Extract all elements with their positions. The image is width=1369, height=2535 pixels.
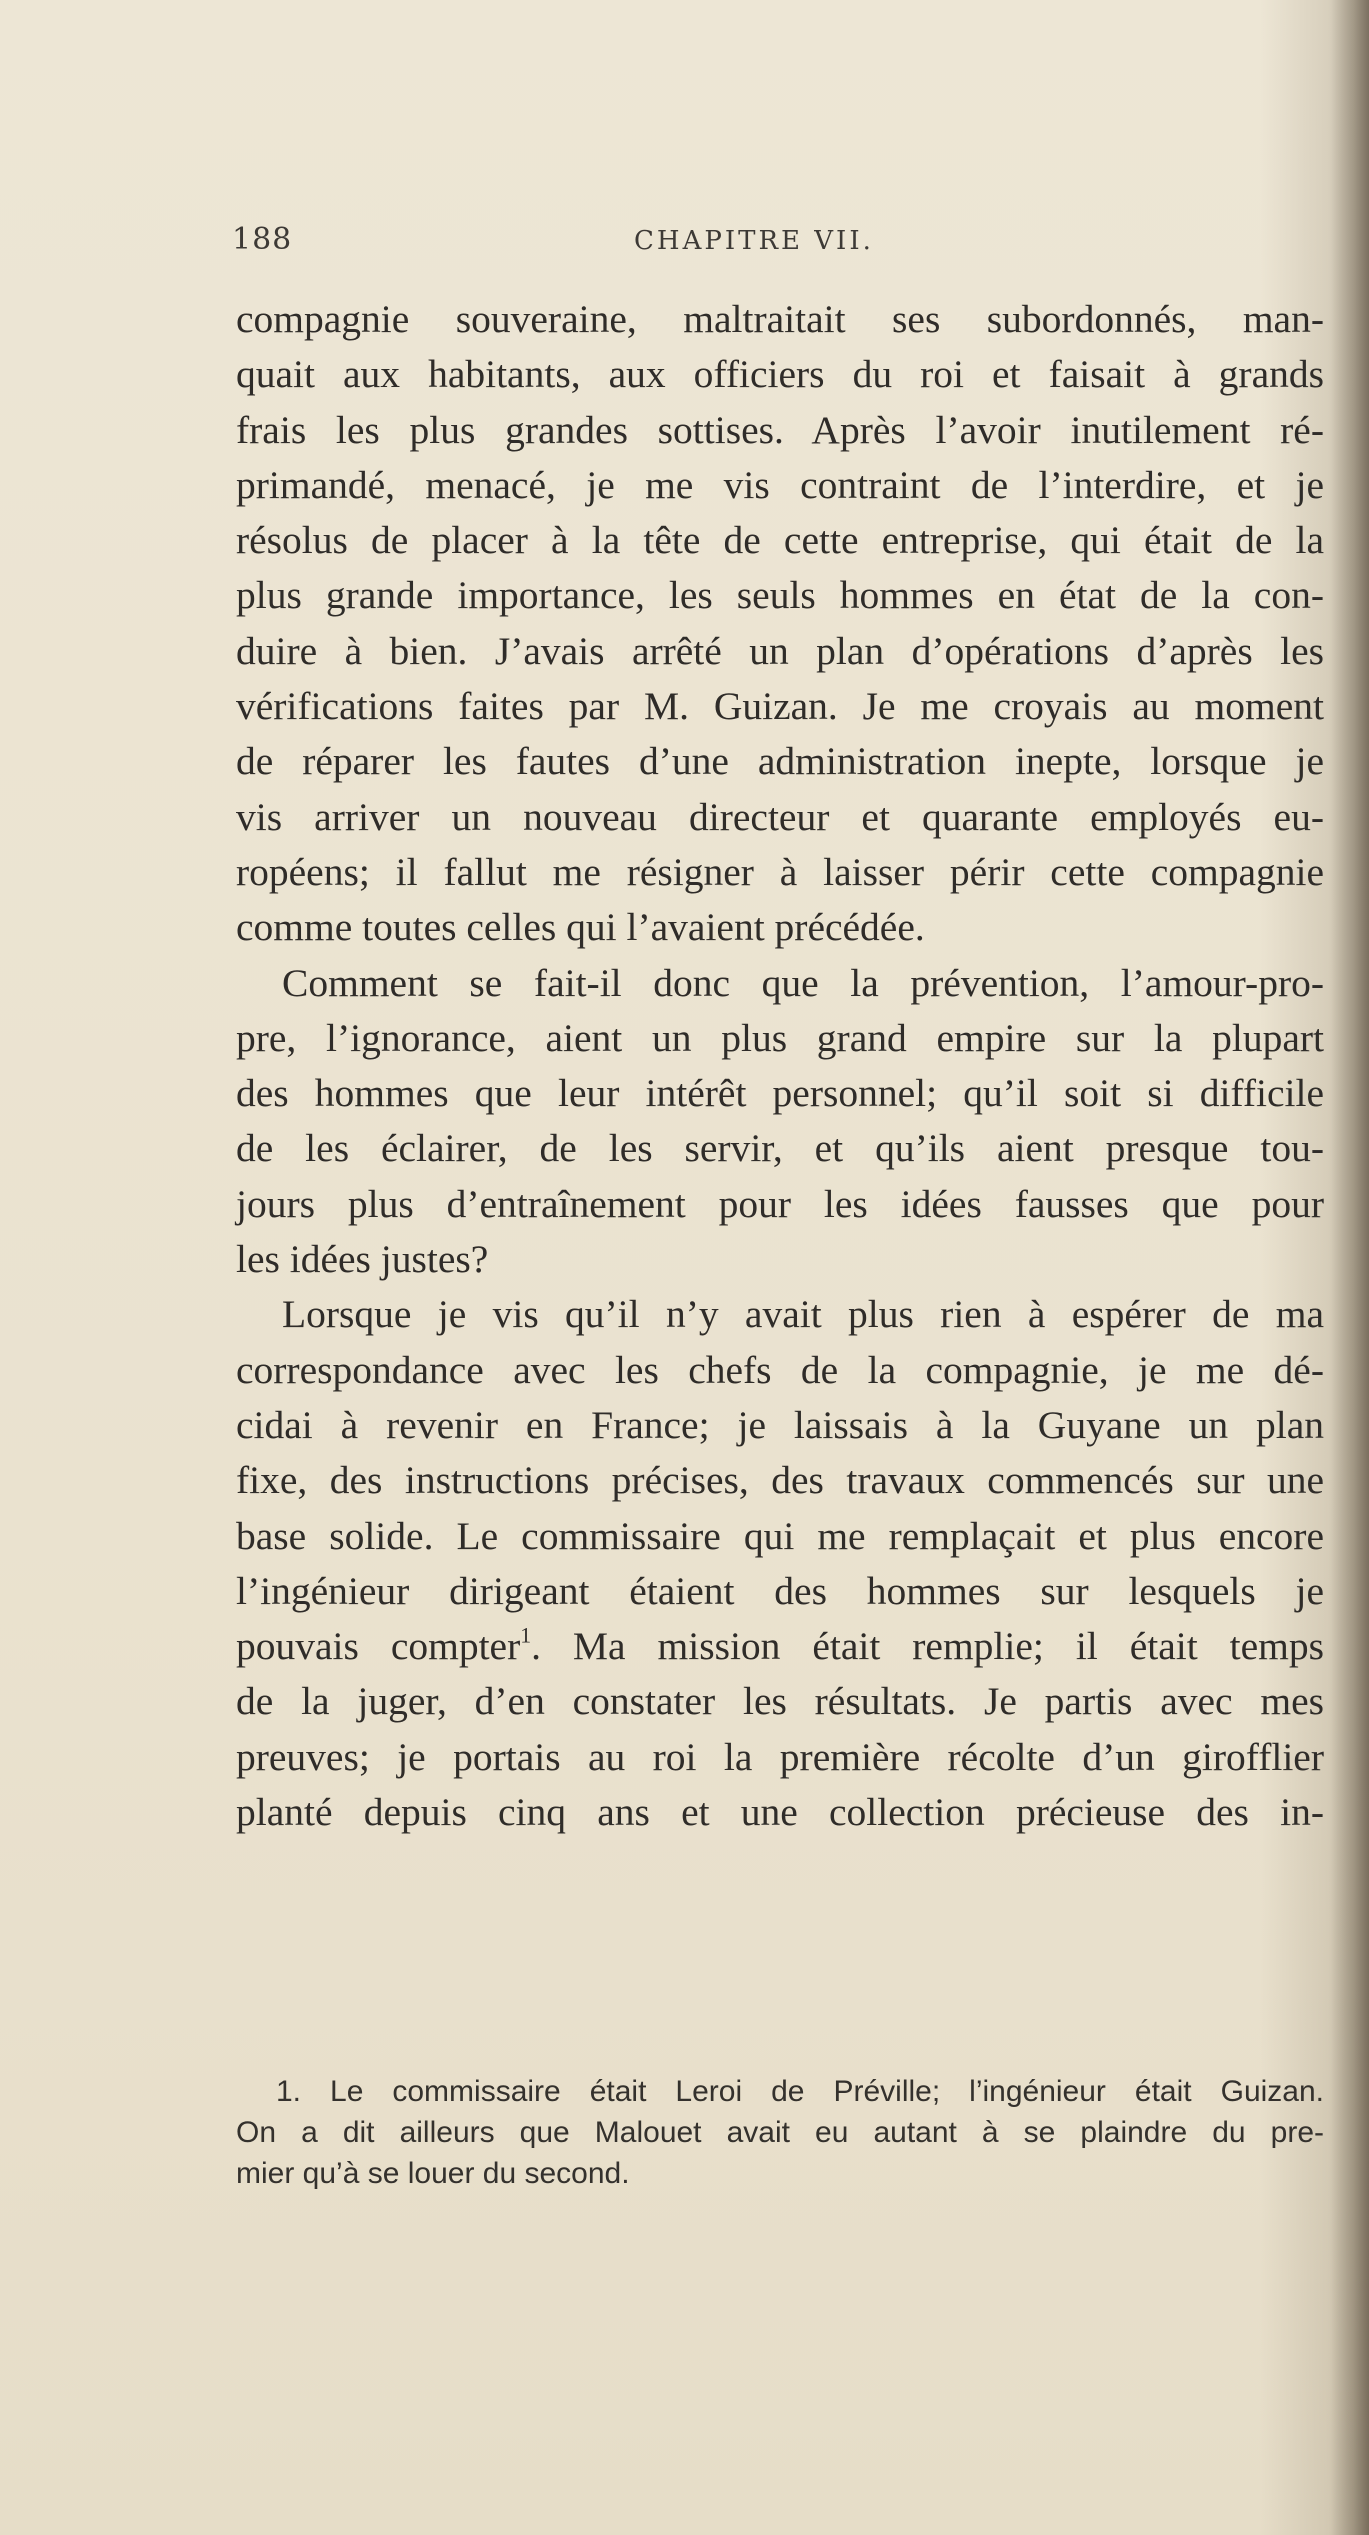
text-line: frais les plus grandes sottises. Après l’avoir inutilement ré- (236, 407, 1324, 452)
footnote-line: On a dit ailleurs que Malouet avait eu autant à se plaindre du pre- (236, 2116, 1324, 2149)
footnote-line: mier qu’à se louer du second. (236, 2157, 630, 2190)
text-line: vis arriver un nouveau directeur et quarante employés eu- (236, 794, 1324, 839)
text-segment: . Ma mission était remplie; il était temps (531, 1624, 1324, 1669)
text-line: compagnie souveraine, maltraitait ses subordonnés, man- (236, 297, 1324, 341)
text-line: plus grande importance, les seuls hommes en état de la con- (236, 573, 1324, 618)
text-line: les idées justes? (236, 1237, 489, 1282)
text-line: correspondance avec les chefs de la compagnie, je me dé- (236, 1347, 1324, 1392)
page-edge-shadow (1331, 0, 1369, 2535)
text-line: ropéens; il fallut me résigner à laisser périr cette compagnie (236, 849, 1324, 894)
page-header (232, 222, 1322, 262)
text-line: quait aux habitants, aux officiers du roi et faisait à grands (236, 352, 1324, 397)
text-line: vérifications faites par M. Guizan. Je me croyais au moment (236, 684, 1324, 729)
running-head: CHAPITRE VII. (634, 226, 874, 256)
footnote-line: 1. Le commissaire était Leroi de Préville; l’ingénieur était Guizan. (276, 2075, 1324, 2108)
text-segment: pouvais compter (236, 1624, 521, 1669)
text-line: résolus de placer à la tête de cette entreprise, qui était de la (236, 518, 1324, 563)
text-line: Comment se fait-il donc que la prévention, l’amour-pro- (282, 960, 1324, 1005)
footnote (236, 2071, 1324, 2194)
text-line: planté depuis cinq ans et une collection précieuse des in- (236, 1790, 1324, 1835)
text-line: de la juger, d’en constater les résultats. Je partis avec mes (236, 1679, 1324, 1724)
text-line: pre, l’ignorance, aient un plus grand empire sur la plupart (236, 1015, 1324, 1060)
text-line: Lorsque je vis qu’il n’y avait plus rien à espérer de ma (282, 1292, 1324, 1337)
text-line: l’ingénieur dirigeant étaient des hommes sur lesquels je (236, 1568, 1324, 1613)
body-text (236, 292, 1324, 1840)
footnote-reference: 1 (520, 1623, 532, 1648)
text-line: fixe, des instructions précises, des travaux commencés sur une (236, 1458, 1324, 1503)
text-line-with-footnote-ref (236, 1619, 1324, 1674)
text-line: de réparer les fautes d’une administration inepte, lorsque je (236, 739, 1324, 784)
text-line: jours plus d’entraînement pour les idées fausses que pour (236, 1181, 1324, 1226)
text-line: comme toutes celles qui l’avaient précédée. (236, 905, 925, 950)
text-line: preuves; je portais au roi la première récolte d’un girofflier (236, 1734, 1324, 1779)
text-line: base solide. Le commissaire qui me remplaçait et plus encore (236, 1513, 1324, 1558)
text-line: cidai à revenir en France; je laissais à la Guyane un plan (236, 1402, 1324, 1447)
page-number: 188 (232, 222, 293, 257)
text-line: primandé, menacé, je me vis contraint de l’interdire, et je (236, 462, 1324, 507)
text-line: des hommes que leur intérêt personnel; qu’il soit si difficile (236, 1071, 1324, 1116)
text-line: de les éclairer, de les servir, et qu’ils aient presque tou- (236, 1126, 1324, 1171)
text-line: duire à bien. J’avais arrêté un plan d’opérations d’après les (236, 628, 1324, 673)
